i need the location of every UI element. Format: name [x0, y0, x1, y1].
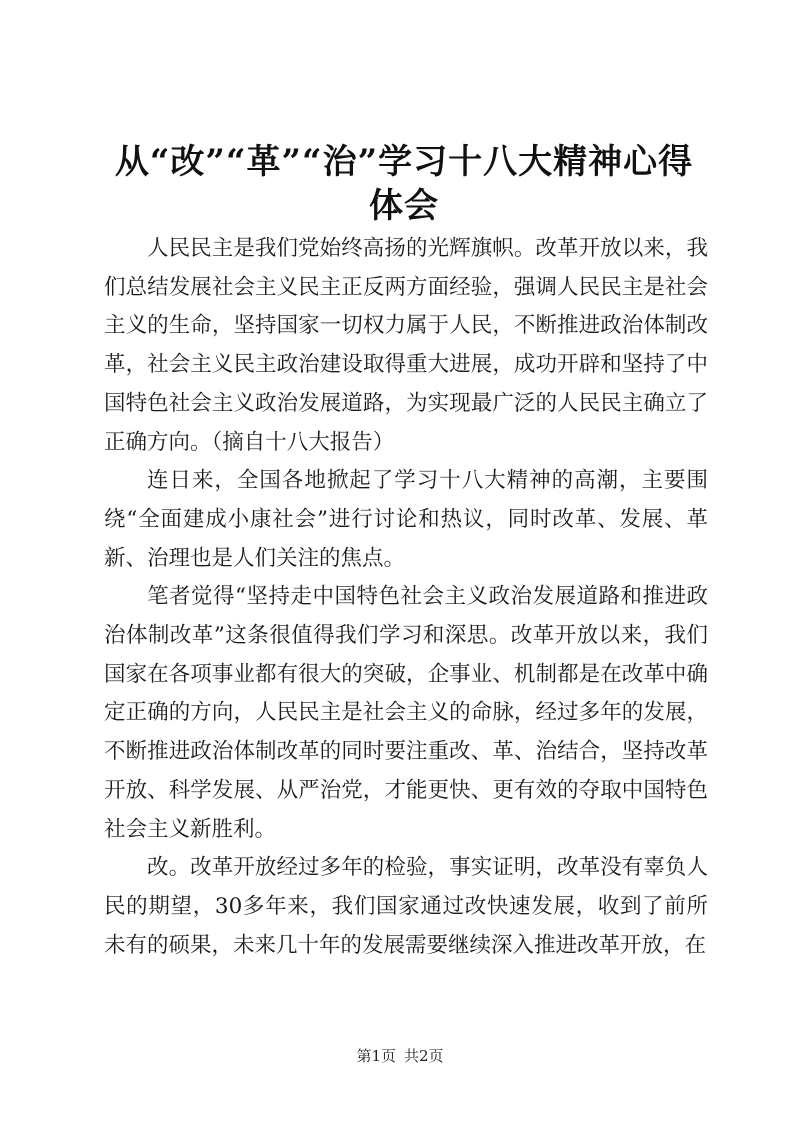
page-footer	[0, 1046, 800, 1066]
document-body	[104, 230, 708, 965]
paragraph: 改。改革开放经过多年的检验，事实证明，改革没有辜负人民的期望，30多年来，我们国家通过改快速发展，收到了前所未有的硕果，未来几十年的发展需要继续深入推进改革开放，在	[104, 855, 708, 958]
paragraph: 笔者觉得“坚持走中国特色社会主义政治发展道路和推进政治体制改革”这条很值得我们学习和深思。改革开放以来，我们国家在各项事业都有很大的突破，企事业、机制都是在改革中确定正确的方向，人民民主是社会主义的命脉，经过多年的发展，不断推进政治体制改革的同时要注重改、革、治结合，坚持改革开放、科学发展、从严治党，才能更快、更有效的夺取中国特色社会主义新胜利。	[104, 584, 708, 842]
document-title: 从“改”“革”“治”学习十八大精神心得体会	[114, 142, 694, 226]
paragraph: 连日来，全国各地掀起了学习十八大精神的高潮，主要围绕“全面建成小康社会”进行讨论和热议，同时改革、发展、革新、治理也是人们关注的焦点。	[104, 468, 708, 571]
page-number: 第1页	[356, 1047, 396, 1065]
page-total: 共2页	[404, 1047, 444, 1065]
paragraph: 人民民主是我们党始终高扬的光辉旗帜。改革开放以来，我们总结发展社会主义民主正反两方面经验，强调人民民主是社会主义的生命，坚持国家一切权力属于人民，不断推进政治体制改革，社会主义民主政治建设取得重大进展，成功开辟和坚持了中国特色社会主义政治发展道路，为实现最广泛的人民民主确立了正确方向。（摘自十八大报告）	[104, 236, 708, 455]
